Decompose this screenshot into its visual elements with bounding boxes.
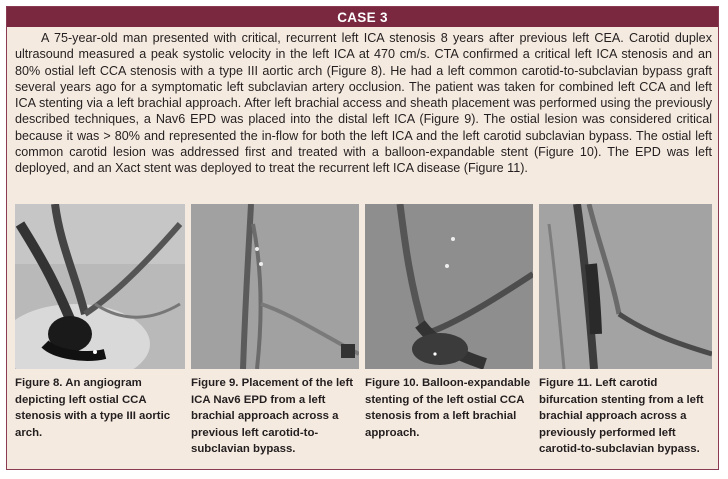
figure-9-angiogram bbox=[191, 204, 359, 369]
figure-11-caption: Figure 11. Left carotid bifurcation stenting from a left brachial approach across a previously performed left carotid-to-subclavian bypass. bbox=[539, 377, 704, 455]
case-description: A 75-year-old man presented with critical, recurrent left ICA stenosis 8 years after previous left CEA. Carotid duplex ultrasound measured a peak systolic velocity in the left ICA at 470 cm/s. CTA confirmed a critical left ICA stenosis and an 80% ostial left CCA stenosis with a type III aortic arch (Figure 8). He had a left common carotid-to-subclavian bypass graft several years ago for a symptomatic left subclavian artery occlusion. The patient was taken for combined left CCA and left ICA stenting via a left brachial approach. After left brachial access and sheath placement was performed using the previously described techniques, a Nav6 EPD was placed into the distal left ICA (Figure 9). The ostial lesion was considered critical because it was > 80% and represented the in-flow for both the left ICA and the left carotid subclavian bypass. The ostial left common carotid lesion was addressed first and treated with a balloon-expandable stent (Figure 10). The EPD was left deployed, and an Xact stent was deployed to treat the recurrent left ICA disease (Figure 11). bbox=[15, 31, 712, 176]
figure-strip bbox=[15, 204, 712, 369]
figure-10-angiogram bbox=[365, 204, 533, 369]
figure-11-angiogram bbox=[539, 204, 712, 369]
case-header: CASE 3 bbox=[7, 7, 718, 27]
case-box bbox=[6, 6, 719, 470]
figure-8-caption: Figure 8. An angiogram depicting left ostial CCA stenosis with a type III aortic arch. bbox=[15, 377, 171, 439]
figure-10-caption: Figure 10. Balloon-expandable stenting of the left ostial CCA stenosis from a left brachial approach. bbox=[365, 377, 531, 439]
figure-9-caption: Figure 9. Placement of the left ICA Nav6 EPD from a left brachial approach across a previous left carotid-to-subclavian bypass. bbox=[191, 377, 354, 455]
figure-8-angiogram bbox=[15, 204, 185, 369]
